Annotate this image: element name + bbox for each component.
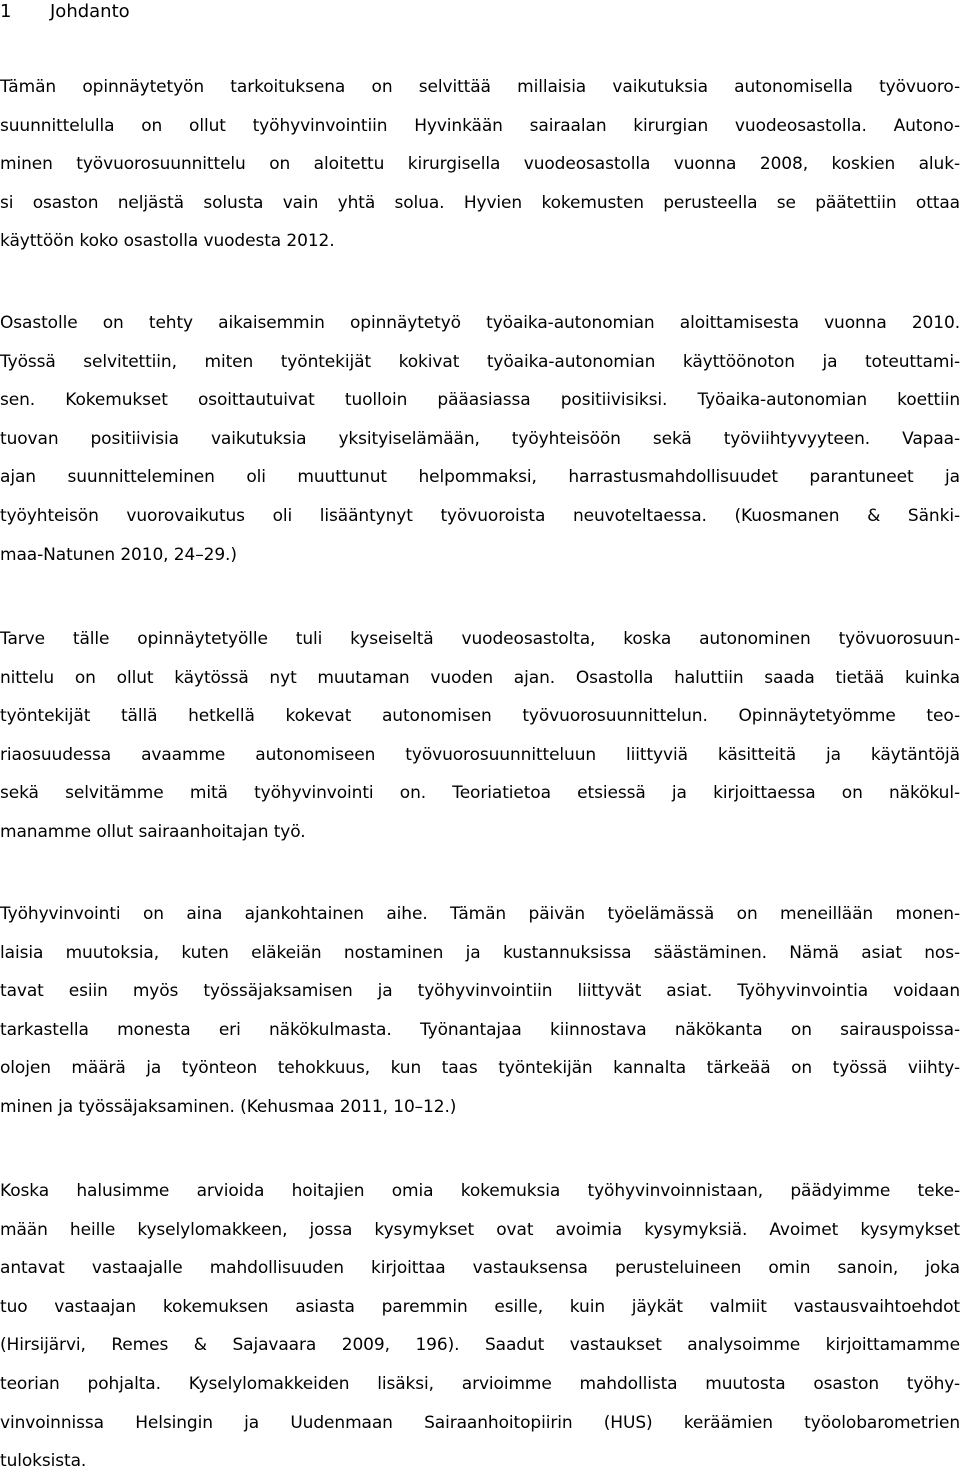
paragraph-line: tuovan positiivisia vaikutuksia yksityiselämään, työyhteisöön sekä työviihtyvyyteen. Vapaa- (0, 428, 960, 449)
paragraph-line: Osastolle on tehty aikaisemmin opinnäytetyö työaika-autonomian aloittamisesta vuonna 2010. (0, 313, 960, 333)
paragraph-line: Työhyvinvointi on aina ajankohtainen aihe. Tämän päivän työelämässä on meneillään monen- (0, 904, 960, 924)
paragraph-line: laisia muutoksia, kuten eläkeiän nostaminen ja kustannuksissa säästäminen. Nämä asiat nos- (0, 942, 960, 963)
paragraph-line: sekä selvitämme mitä työhyvinvointi on. Teoriatietoa etsiessä ja kirjoittaessa on näkökul- (0, 783, 960, 804)
paragraph-line: olojen määrä ja työnteon tehokkuus, kun taas työntekijän kannalta tärkeää on työssä viihty- (0, 1058, 960, 1079)
paragraph-line: (Hirsijärvi, Remes & Sajavaara 2009, 196). Saadut vastaukset analysoimme kirjoittamamme (0, 1335, 960, 1356)
paragraph-line: tarkastella monesta eri näkökulmasta. Työnantajaa kiinnostava näkökanta on sairauspoissa- (0, 1019, 960, 1040)
paragraph-line: mään heille kyselylomakkeen, jossa kysymykset ovat avoimia kysymyksiä. Avoimet kysymykset (0, 1219, 960, 1240)
paragraph-2 (0, 304, 960, 574)
paragraph-line: ajan suunnitteleminen oli muuttunut helpommaksi, harrastusmahdollisuudet parantuneet ja (0, 467, 960, 488)
paragraph-line: si osaston neljästä solusta vain yhtä solua. Hyvien kokemusten perusteella se päätettiin ottaa (0, 192, 960, 213)
paragraph-line: käyttöön koko osastolla vuodesta 2012. (0, 231, 335, 252)
paragraph-line: suunnittelulla on ollut työhyvinvointiin Hyvinkään sairaalan kirurgian vuodeosastolla. Autono- (0, 115, 960, 136)
section-number: 1 (0, 1, 12, 22)
paragraph-line: tuloksista. (0, 1451, 87, 1472)
section-title: Johdanto (50, 1, 130, 22)
paragraph-line: vinvoinnissa Helsingin ja Uudenmaan Sairaanhoitopiirin (HUS) keräämien työolobarometrien (0, 1412, 960, 1433)
paragraph-line: Tarve tälle opinnäytetyölle tuli kyseiseltä vuodeosastolta, koska autonominen työvuorosuun- (0, 629, 960, 649)
paragraph-line: maa-Natunen 2010, 24–29.) (0, 544, 237, 565)
section-heading (0, 0, 130, 24)
paragraph-line: Tämän opinnäytetyön tarkoituksena on selvittää millaisia vaikutuksia autonomisella työvuoro- (0, 77, 960, 97)
paragraph-line: teorian pohjalta. Kyselylomakkeiden lisäksi, arvioimme mahdollista muutosta osaston työhy- (0, 1373, 960, 1394)
paragraph-line: minen työvuorosuunnittelu on aloitettu kirurgisella vuodeosastolla vuonna 2008, koskien aluk- (0, 154, 960, 175)
paragraph-line: Työssä selvitettiin, miten työntekijät kokivat työaika-autonomian käyttöönoton ja toteuttami- (0, 351, 960, 372)
paragraph-line: riaosuudessa avaamme autonomiseen työvuorosuunnitteluun liittyviä käsitteitä ja käytäntöjä (0, 744, 960, 765)
paragraph-line: työntekijät tällä hetkellä kokevat autonomisen työvuorosuunnittelun. Opinnäytetyömme teo- (0, 706, 960, 727)
paragraph-5 (0, 1172, 960, 1481)
paragraph-4 (0, 895, 960, 1127)
paragraph-line: työyhteisön vuorovaikutus oli lisääntynyt työvuoroista neuvoteltaessa. (Kuosmanen & Sänki- (0, 505, 960, 526)
paragraph-line: sen. Kokemukset osoittautuivat tuolloin pääasiassa positiivisiksi. Työaika-autonomian koettiin (0, 390, 960, 411)
paragraph-1 (0, 68, 960, 261)
paragraph-line: manamme ollut sairaanhoitajan työ. (0, 821, 306, 842)
paragraph-line: nittelu on ollut käytössä nyt muutaman vuoden ajan. Osastolla haluttiin saada tietää kuinka (0, 667, 960, 688)
paragraph-line: tavat esiin myös työssäjaksamisen ja työhyvinvointiin liittyvät asiat. Työhyvinvointia voidaan (0, 981, 960, 1002)
paragraph-3 (0, 620, 960, 852)
paragraph-line: antavat vastaajalle mahdollisuuden kirjoittaa vastauksensa perusteluineen omin sanoin, joka (0, 1258, 960, 1279)
paragraph-line: tuo vastaajan kokemuksen asiasta paremmin esille, kuin jäykät valmiit vastausvaihtoehdot (0, 1296, 960, 1317)
paragraph-line: minen ja työssäjaksaminen. (Kehusmaa 2011, 10–12.) (0, 1096, 457, 1117)
paragraph-line: Koska halusimme arvioida hoitajien omia kokemuksia työhyvinvoinnistaan, päädyimme teke- (0, 1181, 960, 1201)
